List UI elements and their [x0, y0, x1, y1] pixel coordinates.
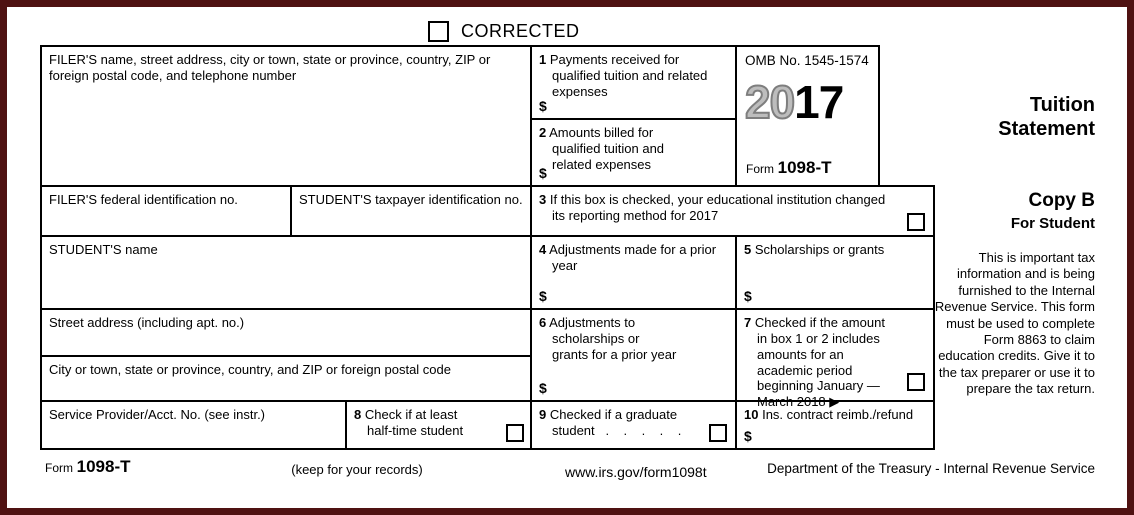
box2-number: 2: [539, 125, 547, 140]
service-provider-field: [40, 400, 345, 450]
tuition-statement-title: Tuition Statement: [998, 94, 1095, 140]
header-form-id: Form 1098-T: [746, 158, 832, 178]
student-name-label: STUDENT'S name: [49, 242, 158, 257]
service-provider-label: Service Provider/Acct. No. (see instr.): [49, 407, 266, 422]
box4-adjustments-field: [530, 235, 735, 308]
box5-number: 5: [744, 242, 752, 257]
corrected-label: CORRECTED: [461, 21, 580, 41]
box1-number: 1: [539, 52, 547, 67]
box6-label: Adjustments to scholarships or grants for a prior year: [549, 315, 677, 362]
copy-b-title: Copy B: [1028, 190, 1095, 211]
box8-half-time-field: [345, 400, 530, 450]
box7-number: 7: [744, 315, 752, 330]
box10-number: 10: [744, 407, 759, 422]
city-state-zip-label: City or town, state or province, country, and ZIP or foreign postal code: [49, 362, 451, 377]
box5-dollar-sign: $: [744, 287, 752, 304]
filer-info-label: FILER'S name, street address, city or town, state or province, country, ZIP or foreign postal code, and telephone number: [49, 52, 491, 83]
for-student-subtitle: For Student: [1010, 214, 1095, 232]
filer-info-field: [40, 45, 530, 185]
corrected-row: [428, 21, 580, 42]
corrected-checkbox[interactable]: [428, 21, 449, 42]
box4-label: Adjustments made for a prior year: [549, 242, 717, 273]
box10-dollar-sign: $: [744, 427, 752, 444]
box6-dollar-sign: $: [539, 379, 547, 396]
box9-graduate-student-field: [530, 400, 735, 450]
box2-dollar-sign: $: [539, 164, 547, 181]
tax-year-prefix: 20: [745, 76, 795, 129]
box1-payments-field: [530, 45, 735, 118]
student-taxpayer-id-field: [290, 185, 530, 235]
box3-label: If this box is checked, your educational institution changed its reporting method for 2017: [549, 192, 886, 223]
filer-fed-id-field: [40, 185, 290, 235]
box6-number: 6: [539, 315, 547, 330]
footer-keep-note: (keep for your records): [291, 462, 423, 477]
footer-department: Department of the Treasury - Internal Revenue Service: [767, 461, 1095, 476]
box8-number: 8: [354, 407, 362, 422]
footer-form-id: Form 1098-T: [45, 457, 131, 476]
box6-adjustments-scholarships-field: [530, 308, 735, 400]
student-name-field: [40, 235, 530, 308]
omb-number: OMB No. 1545-1574: [745, 53, 869, 68]
student-taxpayer-id-label: STUDENT'S taxpayer identification no.: [299, 192, 523, 207]
box8-label-line2: half-time student: [367, 422, 464, 438]
box7-checkbox[interactable]: [907, 373, 925, 391]
street-address-label: Street address (including apt. no.): [49, 315, 245, 330]
box9-label: Checked if a graduate: [549, 407, 678, 422]
city-state-zip-field: [40, 355, 530, 400]
box2-amounts-field: [530, 118, 735, 185]
box3-number: 3: [539, 192, 547, 207]
tax-year: [745, 76, 870, 129]
box1-label: Payments received for qualified tuition and related expenses: [549, 52, 708, 99]
box5-scholarships-field: [735, 235, 935, 308]
box8-checkbox[interactable]: [506, 424, 524, 442]
box10-ins-contract-field: [735, 400, 935, 450]
box8-label: Check if at least: [364, 407, 458, 422]
box9-number: 9: [539, 407, 547, 422]
box9-label-line2: student . . . . .: [552, 422, 682, 438]
box10-label: Ins. contract reimb./refund: [762, 407, 914, 422]
street-address-field: [40, 308, 530, 355]
box4-dollar-sign: $: [539, 287, 547, 304]
box7-academic-period-field: [735, 308, 935, 410]
omb-year-cell: [735, 45, 880, 185]
box9-checkbox[interactable]: [709, 424, 727, 442]
tax-year-suffix: 17: [794, 76, 844, 129]
footer-irs-url: www.irs.gov/form1098t: [565, 464, 707, 480]
box5-label: Scholarships or grants: [754, 242, 885, 257]
box7-label: Checked if the amount in box 1 or 2 includes amounts for an academic period beginning January — March 2018 ▶: [754, 315, 885, 410]
box4-number: 4: [539, 242, 547, 257]
student-notice-text: This is important tax information and is being furnished to the Internal Revenue Service. This form must be used to complete Form 8863 to claim education credits. Give it to the tax preparer or use it to prepare the tax return.: [934, 250, 1095, 396]
copy-b-block: [875, 191, 1095, 232]
box1-dollar-sign: $: [539, 97, 547, 114]
filer-fed-id-label: FILER'S federal identification no.: [49, 192, 238, 207]
box2-label: Amounts billed for qualified tuition and related expenses: [549, 125, 665, 172]
